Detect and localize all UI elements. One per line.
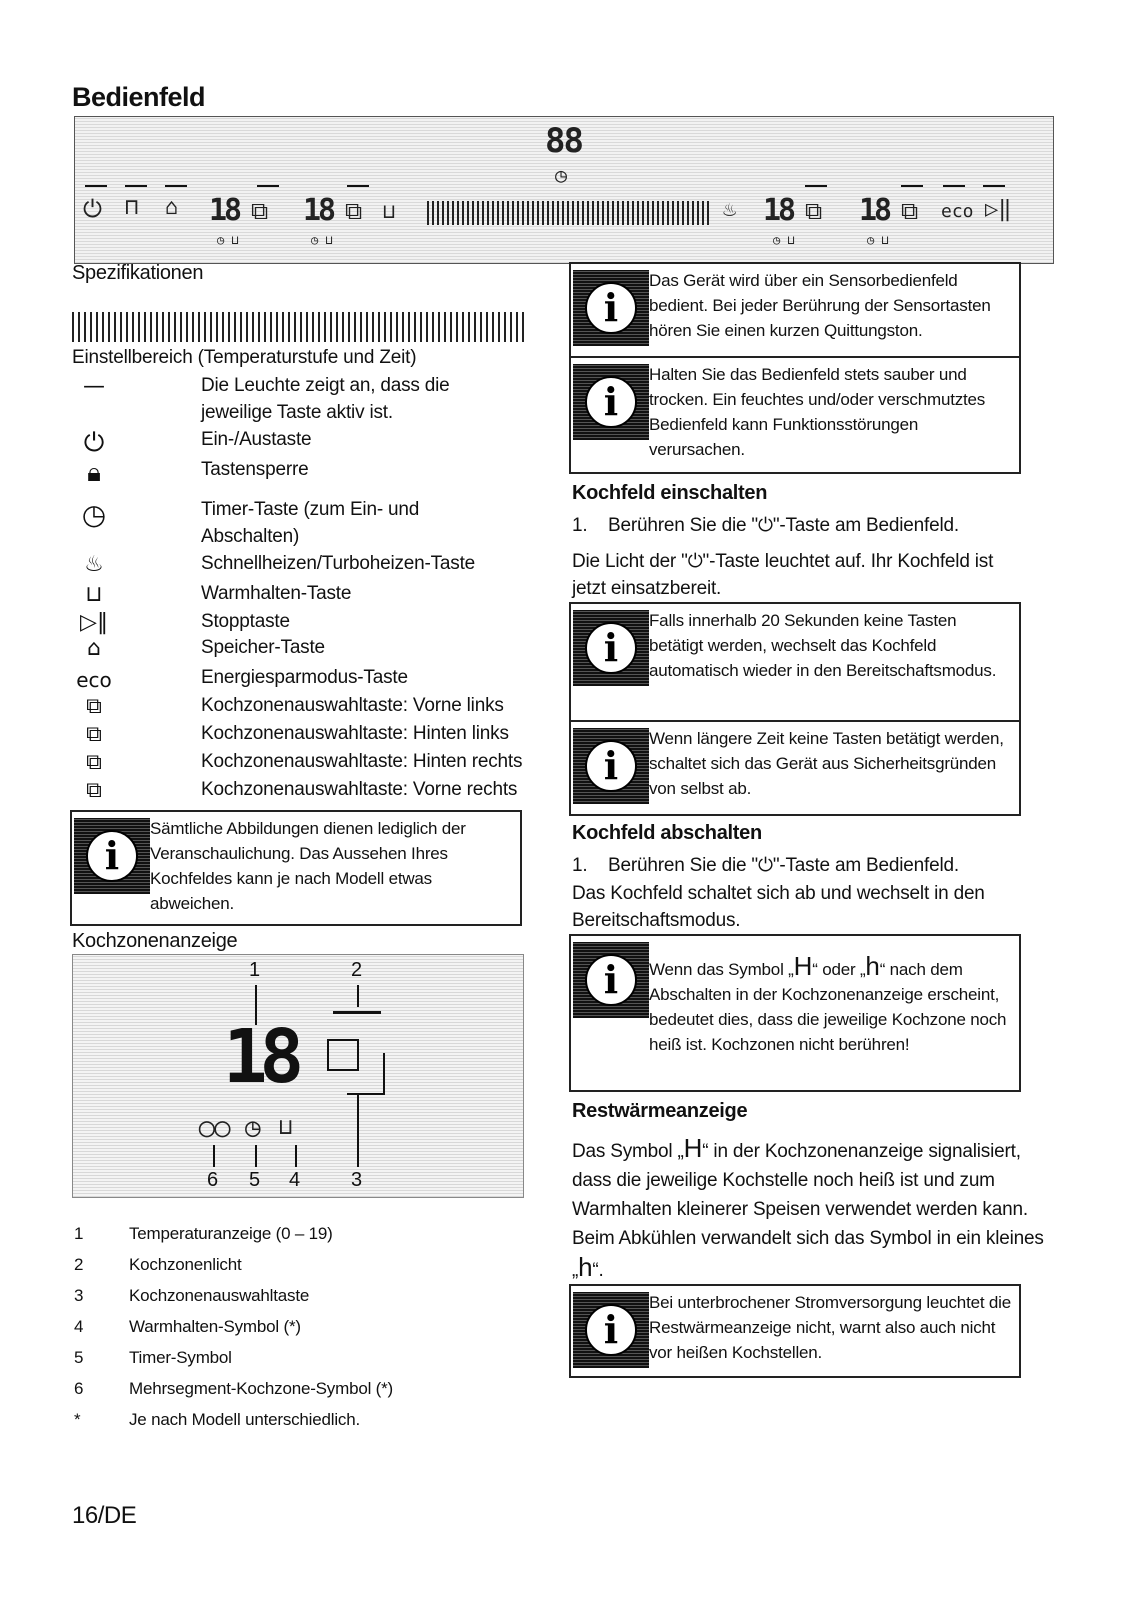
callout-4: 4 <box>289 1169 301 1191</box>
zone-display-4: 18 <box>859 193 890 228</box>
lock-icon: ⊓ <box>125 195 139 220</box>
legend-number: 4 <box>74 1317 84 1336</box>
legend-text: Kochzonenlicht <box>129 1255 242 1274</box>
callout-3: 3 <box>351 1169 363 1191</box>
info-text: Das Gerät wird über ein Sensorbedienfeld bedient. Bei jeder Berührung der Sensortasten hören Sie einen kurzen Quittungston. <box>649 271 991 340</box>
info-text: Wenn das Symbol „H“ oder „h“ nach dem Abschalten in der Kochzonenanzeige erscheint, bedeutet dies, dass die jeweilige Kochzone noch heiß ist. Kochzonen nicht berühren! <box>649 951 1007 1054</box>
section-heading-kochzonenanzeige: Kochzonenanzeige <box>72 930 238 952</box>
memory-icon: ⌂ <box>87 636 101 661</box>
callout-5: 5 <box>249 1169 261 1191</box>
zone-front-right-icon: ⧉ <box>86 778 102 803</box>
info-text: Falls innerhalb 20 Sekunden keine Tasten betätigt werden, wechselt das Kochfeld automatisch wieder in den Bereitschaftsmodus. <box>649 611 997 680</box>
power-icon: ⏻ <box>83 195 102 223</box>
spec-label: Timer-Taste (zum Ein- und Abschalten) <box>201 499 420 547</box>
spec-label: Kochzonenauswahltaste: Hinten links <box>201 723 509 744</box>
keep-warm-icon: ⊔ <box>383 199 396 223</box>
legend-number: 5 <box>74 1348 84 1367</box>
spec-label: Die Leuchte zeigt an, dass die jeweilige Taste aktiv ist. <box>201 375 450 423</box>
page-title: Bedienfeld <box>72 82 206 112</box>
legend-number: 3 <box>74 1286 84 1305</box>
spec-label: Warmhalten-Taste <box>201 583 352 604</box>
power-icon: ⏻ <box>687 551 703 572</box>
legend-text: Mehrsegment-Kochzone-Symbol (*) <box>129 1379 394 1398</box>
info-icon: i <box>585 622 637 674</box>
stop-icon: ▷‖ <box>985 197 1012 222</box>
info-text: Bei unterbrochener Stromversorgung leuchtet die Restwärmeanzeige nicht, warnt also auch nicht vor heißen Kochstellen. <box>649 1293 1011 1362</box>
timer-icon: ◷ ⊔ <box>311 233 333 247</box>
power-icon: ⏻ <box>83 428 105 458</box>
zone-display-2: 18 <box>303 193 334 228</box>
indicator-line-icon: — <box>83 374 105 399</box>
legend-text: Timer-Symbol <box>129 1348 232 1367</box>
stop-icon: ▷‖ <box>80 610 108 635</box>
step-number: 1. <box>572 515 588 536</box>
callout-6: 6 <box>207 1169 219 1191</box>
step-text: Berühren Sie die "⏻"-Taste am Bedienfeld. <box>608 515 959 536</box>
paragraph: Die Licht der "⏻"-Taste leuchtet auf. Ihr Kochfeld ist jetzt einsatzbereit. <box>572 551 994 599</box>
slider-range-icon <box>72 312 524 342</box>
legend-text: Kochzonenauswahltaste <box>129 1286 310 1305</box>
zone-display-1: 18 <box>209 193 240 228</box>
control-panel-diagram <box>74 116 1054 264</box>
slider-icon <box>427 201 709 225</box>
legend-text: Je nach Modell unterschiedlich. <box>129 1410 360 1429</box>
power-icon: ⏻ <box>757 855 773 876</box>
spec-label: Energiesparmodus-Taste <box>201 667 408 688</box>
legend-text: Temperaturanzeige (0 – 19) <box>129 1224 333 1243</box>
keep-warm-icon: ⊔ <box>85 582 103 607</box>
section-heading-abschalten: Kochfeld abschalten <box>572 822 762 844</box>
info-icon: i <box>585 376 637 428</box>
info-box <box>70 810 522 926</box>
info-icon: i <box>86 830 138 882</box>
zone-select-icon: ⧉ <box>345 197 363 225</box>
info-icon: i <box>585 740 637 792</box>
zone-select-icon: ⧉ <box>805 197 823 225</box>
power-icon: ⏻ <box>757 515 773 536</box>
timer-icon: ◷ ⊔ <box>217 233 239 247</box>
section-heading-spezifikationen: Spezifikationen <box>72 262 204 284</box>
legend-text: Warmhalten-Symbol (*) <box>129 1317 301 1336</box>
info-box <box>569 602 1021 722</box>
zone-select-icon: ⧉ <box>251 197 269 225</box>
range-label: Einstellbereich (Temperaturstufe und Zeit) <box>72 347 417 368</box>
timer-icon: ◷ ⊔ <box>773 233 795 247</box>
zone-rear-right-icon: ⧉ <box>86 750 102 775</box>
spec-label: Ein-/Austaste <box>201 429 312 450</box>
panel-timer-display: 88 <box>545 121 582 161</box>
spec-label: Schnellheizen/Turboheizen-Taste <box>201 553 476 574</box>
multi-segment-zone-icon: ◯◯ <box>199 1113 231 1143</box>
spec-label: Tastensperre <box>201 459 309 480</box>
zone-display-3: 18 <box>763 193 794 228</box>
memory-icon: ⌂ <box>165 195 179 220</box>
timer-icon: ◷ <box>81 498 107 531</box>
temperature-display: 18 <box>223 1014 297 1100</box>
callout-1: 1 <box>249 959 261 981</box>
info-box <box>569 262 1021 358</box>
spec-label: Kochzonenauswahltaste: Vorne rechts <box>201 779 518 800</box>
info-icon: i <box>585 1304 637 1356</box>
section-heading-restwaerme: Restwärmeanzeige <box>572 1100 748 1122</box>
page-number: 16/DE <box>72 1502 137 1529</box>
section-heading-einschalten: Kochfeld einschalten <box>572 482 768 504</box>
info-icon: i <box>585 282 637 334</box>
legend-number: 6 <box>74 1379 84 1398</box>
zone-rear-left-icon: ⧉ <box>86 722 102 747</box>
info-box <box>569 720 1021 816</box>
panel-timer-icon: ◷ <box>555 163 568 187</box>
eco-icon: eco <box>76 668 112 692</box>
timer-icon: ◷ <box>245 1113 261 1143</box>
timer-icon: ◷ ⊔ <box>867 233 889 247</box>
lock-icon: 🔒︎ <box>87 458 101 488</box>
info-text: Sämtliche Abbildungen dienen lediglich der Veranschaulichung. Das Aussehen Ihres Kochfeldes kann je nach Modell etwas abweichen. <box>150 819 466 913</box>
zone-light-indicator <box>333 1011 381 1014</box>
step-number: 1. <box>572 855 588 876</box>
boost-icon: ♨ <box>84 552 104 577</box>
info-box <box>569 356 1021 474</box>
info-icon: i <box>585 954 637 1006</box>
paragraph: Das Symbol „H“ in der Kochzonenanzeige signalisiert, dass die jeweilige Kochstelle noch heiß ist und zum Warmhalten kleinerer Speisen verwendet werden kann. Beim Abkühlen verwandelt sich das Symbol in ein kleines „h“. <box>572 1133 1044 1282</box>
spec-label: Kochzonenauswahltaste: Vorne links <box>201 695 504 716</box>
info-box <box>569 934 1021 1092</box>
keep-warm-icon: ⊔ <box>279 1115 293 1140</box>
legend-number: * <box>74 1410 81 1429</box>
step-text: Berühren Sie die "⏻"-Taste am Bedienfeld. <box>608 855 959 876</box>
eco-icon: eco <box>941 201 974 222</box>
legend-number: 1 <box>74 1224 84 1243</box>
zone-display-diagram <box>72 954 524 1198</box>
zone-select-icon: ⧉ <box>901 197 919 225</box>
info-box <box>569 1284 1021 1378</box>
spec-label: Stopptaste <box>201 611 290 632</box>
callout-2: 2 <box>351 959 363 981</box>
zone-front-left-icon: ⧉ <box>86 694 102 719</box>
paragraph: Das Kochfeld schaltet sich ab und wechselt in den Bereitschaftsmodus. <box>572 883 985 931</box>
spec-label: Kochzonenauswahltaste: Hinten rechts <box>201 751 523 772</box>
info-text: Wenn längere Zeit keine Tasten betätigt werden, schaltet sich das Gerät aus Sicherheitsgründen von selbst ab. <box>649 729 1004 798</box>
spec-label: Speicher-Taste <box>201 637 325 658</box>
info-text: Halten Sie das Bedienfeld stets sauber und trocken. Ein feuchtes und/oder verschmutztes Bedienfeld kann Funktionsstörungen verursachen. <box>649 365 986 459</box>
legend-number: 2 <box>74 1255 84 1274</box>
boost-icon: ♨ <box>723 197 737 222</box>
